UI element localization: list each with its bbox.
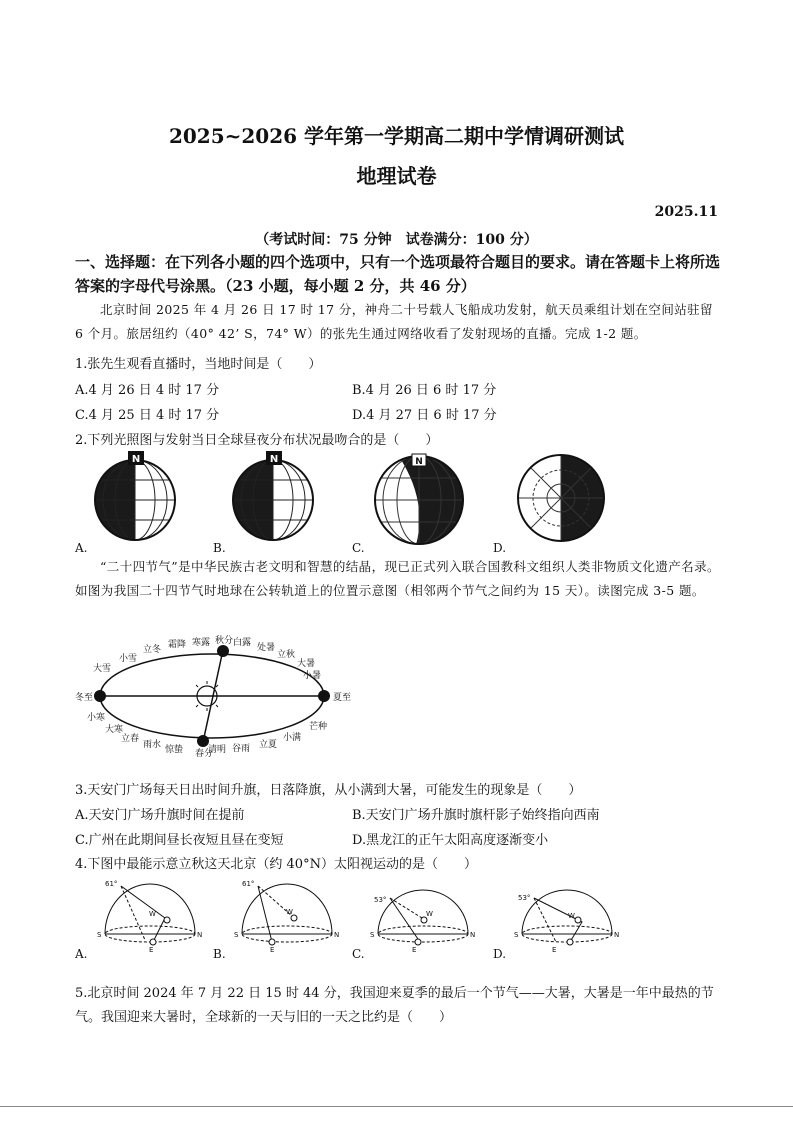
orbit-diagram [75, 630, 365, 760]
globe-c [368, 450, 470, 545]
term-dongzhi: 冬至 [75, 693, 94, 703]
term-qingming: 清明 [208, 745, 227, 755]
globe-a [90, 450, 180, 545]
svg-text:N: N [470, 931, 476, 939]
dome-d [512, 880, 622, 956]
question-5-stem: 5.北京时间 2024 年 7 月 22 日 15 时 44 分，我国迎来夏季的最后一个节气——大暑，大暑是一年中最热的节气。我国迎来大暑时，全球新的一天与旧的一天之比约是（ ） [75, 986, 714, 1025]
svg-text:N: N [614, 931, 620, 939]
q2-label-b: B. [213, 541, 226, 555]
term-mangzhong: 芒种 [309, 722, 328, 732]
q3-option-b: B.天安门广场升旗时旗杆影子始终指向西南 [352, 808, 600, 823]
q2-label-d: D. [493, 541, 507, 555]
term-bailu: 白露 [233, 638, 252, 648]
q3-option-c: C.广州在此期间昼长夜短且昼在变短 [75, 833, 284, 848]
q2-label-a: A. [75, 541, 88, 555]
term-xiaoman: 小满 [283, 733, 302, 743]
term-chunfen: 春分 [195, 749, 214, 759]
svg-text:W: W [286, 908, 293, 916]
term-chushu: 处暑 [257, 643, 276, 653]
globe-a-n-label: N [131, 454, 141, 465]
svg-text:S: S [234, 931, 239, 939]
svg-text:W: W [149, 910, 156, 918]
exam-subject: 地理试卷 [356, 164, 437, 188]
q1-option-b: B.4 月 26 日 6 时 17 分 [352, 383, 497, 398]
passage-2: “二十四节气”是中华民族古老文明和智慧的结晶，现已正式列入联合国教科文组织人类非物质文化遗产名录。如图为我国二十四节气时地球在公转轨道上的位置示意图（相邻两个节气之间约为 15 天）。读图完成 3-5 题。 [75, 559, 720, 598]
term-yushui: 雨水 [143, 740, 162, 750]
q4-label-b: B. [213, 947, 226, 961]
term-guyu: 谷雨 [232, 744, 251, 754]
term-qiufen: 秋分 [215, 636, 234, 646]
q1-option-c: C.4 月 25 日 4 时 17 分 [75, 408, 220, 423]
svg-text:E: E [552, 946, 557, 954]
exam-date: 2025.11 [654, 204, 718, 220]
term-dahan: 大寒 [105, 725, 124, 735]
q2-label-c: C. [352, 541, 365, 555]
term-xiaoxue: 小雪 [119, 654, 138, 664]
earth-qiufen [217, 645, 229, 657]
q4-label-c: C. [352, 947, 365, 961]
term-liqiu: 立秋 [277, 650, 296, 660]
term-xiaoshu: 小暑 [303, 671, 322, 681]
page-bottom-rule [0, 1106, 793, 1107]
term-lixia: 立夏 [259, 740, 278, 750]
exam-title: 2025~2026 学年第一学期高二期中学情调研测试 [168, 124, 625, 148]
earth-dongzhi [94, 690, 106, 702]
svg-text:W: W [426, 910, 433, 918]
globe-c-n-label: N [415, 457, 423, 467]
term-lidong: 立冬 [143, 645, 162, 655]
term-jingzhe: 惊蛰 [165, 745, 184, 755]
term-shuangjiang: 霜降 [168, 640, 187, 650]
svg-text:61°: 61° [242, 880, 255, 888]
svg-text:S: S [97, 931, 102, 939]
globe-b-n-label: N [269, 454, 279, 465]
q4-label-d: D. [493, 947, 507, 961]
q1-option-a: A.4 月 26 日 4 时 17 分 [75, 383, 220, 398]
svg-text:N: N [334, 931, 340, 939]
svg-text:W: W [568, 912, 575, 920]
q1-option-d: D.4 月 27 日 6 时 17 分 [352, 408, 497, 423]
term-hanlu: 寒露 [192, 638, 211, 648]
term-lichun: 立春 [121, 734, 140, 744]
q3-option-d: D.黑龙江的正午太阳高度逐渐变小 [352, 833, 549, 848]
svg-text:53°: 53° [518, 894, 531, 902]
q4-label-a: A. [75, 947, 88, 961]
svg-text:E: E [149, 946, 154, 954]
svg-text:61°: 61° [105, 880, 118, 888]
dome-b [232, 876, 342, 956]
svg-text:E: E [270, 946, 275, 954]
term-xiazhi: 夏至 [333, 693, 352, 703]
dome-c [368, 880, 478, 956]
question-3-stem: 3.天安门广场每天日出时间升旗，日落降旗，从小满到大暑，可能发生的现象是（ ） [75, 783, 582, 798]
svg-text:53°: 53° [374, 896, 387, 904]
term-daxue: 大雪 [93, 664, 112, 674]
globe-b [228, 450, 318, 545]
section-heading: 一、选择题：在下列各小题的四个选项中，只有一个选项最符合题目的要求。请在答题卡上将所选答案的字母代号涂黑。（23 小题，每小题 2 分，共 46 分） [75, 253, 721, 295]
svg-text:N: N [197, 931, 203, 939]
question-2-stem: 2.下列光照图与发射当日全球昼夜分布状况最吻合的是（ ） [75, 433, 439, 448]
question-4-stem: 4.下图中最能示意立秋这天北京（约 40°N）太阳视运动的是（ ） [75, 857, 477, 872]
svg-text:S: S [514, 931, 519, 939]
q3-option-a: A.天安门广场升旗时间在提前 [75, 808, 245, 823]
svg-text:S: S [370, 931, 375, 939]
passage-1: 北京时间 2025 年 4 月 26 日 17 时 17 分，神舟二十号载人飞船成功发射，航天员乘组计划在空间站驻留 6 个月。旅居纽约（40° 42’ S，74° W）的张先生通过网络收看了发射现场的直播。完成 1-2 题。 [75, 302, 713, 341]
exam-info: （考试时间：75 分钟 试卷满分：100 分） [255, 232, 538, 248]
svg-text:E: E [412, 946, 417, 954]
term-dashu: 大暑 [297, 659, 316, 669]
globe-d [510, 452, 612, 544]
question-1-stem: 1.张先生观看直播时，当地时间是（ ） [75, 357, 322, 372]
earth-xiazhi [318, 690, 330, 702]
dome-a [95, 876, 205, 956]
term-xiaohan: 小寒 [87, 713, 106, 723]
